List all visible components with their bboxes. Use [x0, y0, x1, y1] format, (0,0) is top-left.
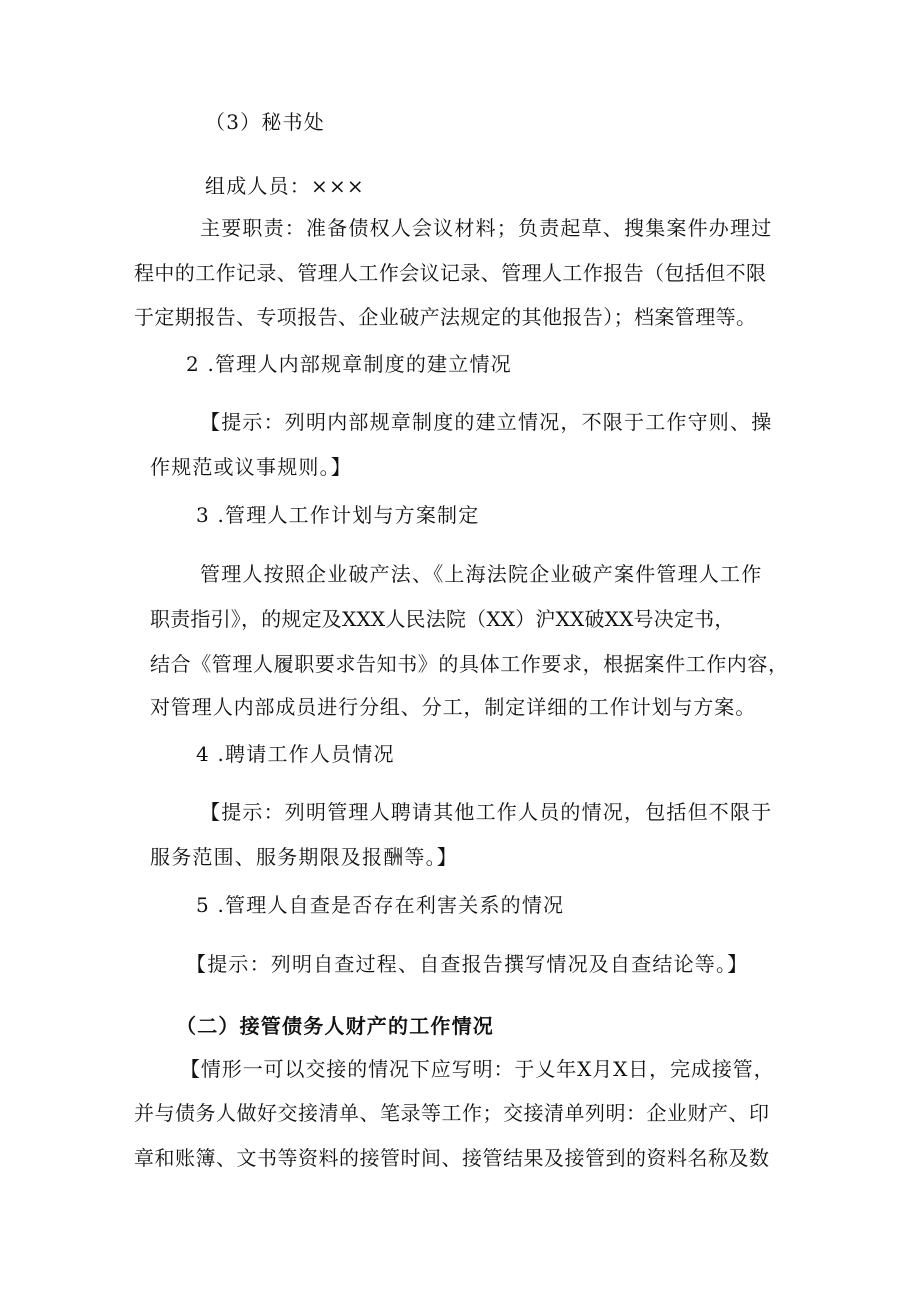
- takeover-line-2: 并与债务人做好交接清单、笔录等工作；交接清单列明：企业财产、印: [134, 1101, 770, 1125]
- work-plan-line-4: 对管理人内部成员进行分组、分工，制定详细的工作计划与方案。: [150, 695, 757, 719]
- duties-line-3: 于定期报告、专项报告、企业破产法规定的其他报告）；档案管理等。: [134, 305, 757, 329]
- section-heading-takeover: （二）接管债务人财产的工作情况: [176, 1014, 494, 1038]
- heading-self-check: 5 .管理人自查是否存在利害关系的情况: [196, 893, 565, 917]
- work-plan-line-1: 管理人按照企业破产法、《上海法院企业破产案件管理人工作: [200, 562, 763, 586]
- duties-line-2: 程中的工作记录、管理人工作会议记录、管理人工作报告（包括但不限: [134, 261, 767, 285]
- work-plan-line-2: 职责指引》，的规定及XXX人民法院（XX）沪XX破XX号决定书，: [150, 607, 735, 631]
- members-line: 组成人员：×××: [205, 174, 365, 198]
- hint-hired-staff-line-2: 服务范围、服务期限及报酬等。】: [150, 845, 458, 869]
- heading-hired-staff: 4 .聘请工作人员情况: [196, 742, 395, 766]
- hint-hired-staff-line-1: 【提示：列明管理人聘请其他工作人员的情况，包括但不限于: [200, 800, 773, 824]
- duties-line-1: 主要职责：准备债权人会议材料；负责起草、搜集案件办理过: [200, 216, 773, 240]
- hint-internal-rules-line-1: 【提示：列明内部规章制度的建立情况，不限于工作守则、操: [200, 410, 773, 434]
- work-plan-line-3: 结合《管理人履职要求告知书》的具体工作要求，根据案件工作内容，: [150, 652, 789, 676]
- heading-work-plan: 3 .管理人工作计划与方案制定: [196, 503, 480, 527]
- heading-internal-rules: 2 .管理人内部规章制度的建立情况: [186, 352, 512, 376]
- subsection-heading-secretariat: （3）秘书处: [205, 110, 325, 134]
- hint-internal-rules-line-2: 作规范或议事规则。】: [150, 455, 352, 479]
- takeover-line-3: 章和账簿、文书等资料的接管时间、接管结果及接管到的资料名称及数: [134, 1146, 770, 1170]
- hint-self-check: 【提示：列明自查过程、自查报告撰写情况及自查结论等。】: [186, 952, 749, 976]
- takeover-line-1: 【情形一可以交接的情况下应写明：于乂年X月X日，完成接管，: [180, 1057, 775, 1081]
